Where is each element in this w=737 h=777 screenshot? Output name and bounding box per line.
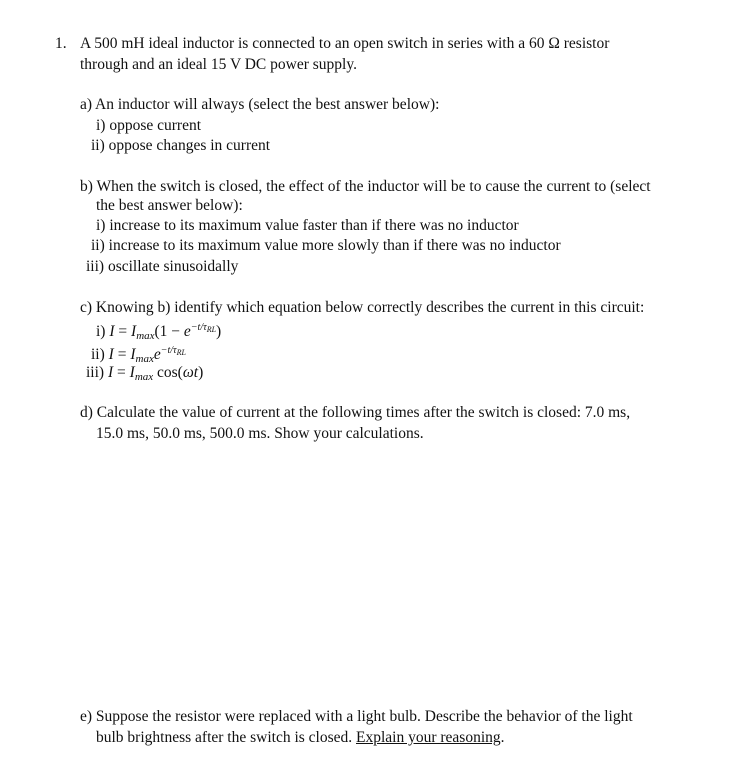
part-d-prompt-line2: 15.0 ms, 50.0 ms, 500.0 ms. Show your calculations. (96, 425, 424, 442)
explain-reasoning-emphasis: Explain your reasoning (356, 729, 501, 746)
part-e-period: . (500, 729, 505, 746)
part-b-option-3: iii) oscillate sinusoidally (86, 258, 239, 275)
equation-ii: $I = I_{max}e^{-t/\tau_{RL}}$ (108, 345, 186, 365)
part-c-option-2-label: ii) (91, 346, 105, 363)
part-b-option-2: ii) increase to its maximum value more slowly than if there was no inductor (91, 237, 561, 254)
equation-i: $I = I_{max}(1 - e^{-t/\tau_{RL}})$ (109, 322, 222, 342)
equation-iii: $I = I_{max}$ cos(ωt) (107, 364, 204, 383)
part-e-prompt-line2 (96, 728, 505, 748)
question-intro-line1: A 500 mH ideal inductor is connected to an open switch in series with a 60 Ω resistor (80, 35, 610, 52)
part-e-prompt-line1: e) Suppose the resistor were replaced with a light bulb. Describe the behavior of the light (80, 708, 633, 725)
part-a-option-2: ii) oppose changes in current (91, 137, 271, 154)
part-c-option-1-label: i) (96, 323, 106, 340)
part-d-prompt-line1: d) Calculate the value of current at the following times after the switch is closed: 7.0 ms, (80, 404, 631, 421)
part-b-prompt-line2: the best answer below): (96, 197, 243, 214)
part-a-option-1: i) oppose current (96, 117, 202, 134)
part-c-prompt: c) Knowing b) identify which equation below correctly describes the current in this circuit: (80, 299, 645, 316)
question-intro-line2: through and an ideal 15 V DC power supply. (80, 56, 357, 73)
part-b-prompt-line1: b) When the switch is closed, the effect of the inductor will be to cause the current to (select (80, 178, 651, 195)
part-a-prompt: a) An inductor will always (select the best answer below): (80, 96, 440, 113)
part-c-option-3 (86, 363, 203, 387)
question-number: 1. (55, 35, 67, 52)
part-e-text: bulb brightness after the switch is closed. (96, 729, 357, 746)
part-c-option-3-label: iii) (86, 364, 105, 381)
part-b-option-1: i) increase to its maximum value faster than if there was no inductor (96, 217, 519, 234)
